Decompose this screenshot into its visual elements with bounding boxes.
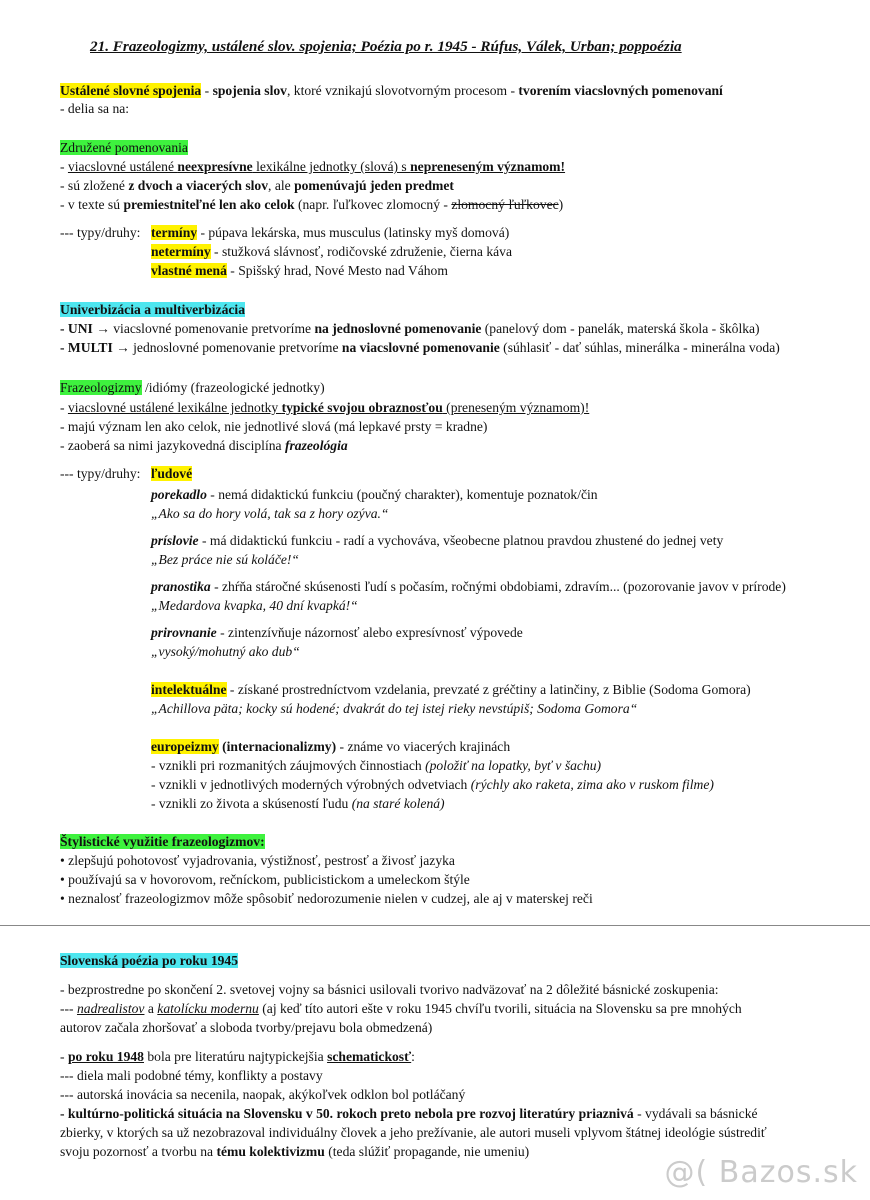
- text-line: svoju pozornosť a tvorbu na tému kolektivizmu (teda slúžiť propagande, nie umeniu): [60, 1144, 530, 1159]
- type-item-non-terms: netermíny - stužková slávnosť, rodičovské združenie, čierna káva: [151, 244, 513, 259]
- example-quote: „Achillova päta; kocky sú hodené; dvakrát do tej istej rieky nevstúpiš; Sodoma Gomora“: [151, 701, 638, 716]
- type-europeisms: europeizmy (internacionalizmy) - známe vo viacerých krajinách: [151, 739, 511, 754]
- page-title: 21. Frazeologizmy, ustálené slov. spojenia; Poézia po r. 1945 - Rúfus, Válek, Urban; poppoézia: [90, 38, 682, 55]
- example-quote: „Bez práce nie sú koláče!“: [151, 552, 299, 567]
- example-quote: „vysoký/mohutný ako dub“: [151, 644, 300, 659]
- watermark: @( Bazos.sk: [664, 1155, 858, 1190]
- text-line: - delia sa na:: [60, 101, 130, 116]
- text-line: - viacslovné ustálené neexpresívne lexikálne jednotky (slová) s nepreneseným významom!: [60, 159, 566, 174]
- text-line: - vznikli v jednotlivých moderných výrobných odvetviach (rýchly ako raketa, zima ako v ruskom filme): [151, 777, 714, 792]
- text-line: - zaoberá sa nimi jazykovedná disciplína frazeológia: [60, 438, 348, 453]
- set-phrases-definition: Ustálené slovné spojenia - spojenia slov, ktoré vznikajú slovotvorným procesom - tvorením viacslovných pomenovaní: [60, 83, 723, 98]
- text-line: --- diela mali podobné témy, konflikty a postavy: [60, 1068, 323, 1083]
- bullet-item: • neznalosť frazeologizmov môže spôsobiť nedorozumenie nielen v cudzej, ale aj v materskej reči: [60, 891, 593, 906]
- section-heading-univerbization: Univerbizácia a multiverbizácia: [60, 302, 245, 317]
- text-line: - sú zložené z dvoch a viacerých slov, ale pomenúvajú jeden predmet: [60, 178, 454, 193]
- folk-simile: prirovnanie - zintenzívňuje názornosť alebo expresívnosť výpovede: [151, 625, 523, 640]
- text-line: zbierky, v ktorých sa už nezobrazoval individuálny človek a jeho prežívanie, ale autori museli vplyvom štátnej ideológie sústrediť: [60, 1125, 767, 1140]
- section-heading-set-phrases: Ustálené slovné spojenia: [60, 83, 202, 98]
- bullet-item: • zlepšujú pohotovosť vyjadrovania, výstižnosť, pestrosť a živosť jazyka: [60, 853, 455, 868]
- section-divider: [0, 925, 870, 926]
- text-line: --- nadrealistov a katolícku modernu (aj keď títo autori ešte v roku 1945 chvíľu tvorili, situácia na Slovensku sa pre mnohých: [60, 1001, 742, 1016]
- folk-saying: porekadlo - nemá didaktickú funkciu (poučný charakter), komentuje poznatok/čin: [151, 487, 598, 502]
- text-line: --- autorská inovácia sa necenila, naopak, akýkoľvek odklon bol potláčaný: [60, 1087, 466, 1102]
- type-folk: ľudové: [151, 466, 193, 481]
- section-heading-stylistic-use: Štylistické využitie frazeologizmov:: [60, 834, 265, 849]
- bullet-item: • používajú sa v hovorovom, rečníckom, publicistickom a umeleckom štýle: [60, 872, 470, 887]
- section-heading-phraseologisms: Frazeologizmy /idiómy (frazeologické jednotky): [60, 380, 325, 395]
- type-item-proper-names: vlastné mená - Spišský hrad, Nové Mesto nad Váhom: [151, 263, 448, 278]
- example-quote: „Medardova kvapka, 40 dní kvapká!“: [151, 598, 358, 613]
- text-line: - viacslovné ustálené lexikálne jednotky typické svojou obraznosťou (preneseným významom)!: [60, 400, 590, 415]
- text-line: - bezprostredne po skončení 2. svetovej vojny sa básnici usilovali tvorivo nadväzovať na 2 dôležité básnické zoskupenia:: [60, 982, 719, 997]
- text-line: - majú význam len ako celok, nie jednotlivé slová (má lepkavé prsty = kradne): [60, 419, 488, 434]
- text-line: - UNI → viacslovné pomenovanie pretvoríme na jednoslovné pomenovanie (panelový dom - panelák, materská škola - škôlka): [60, 321, 760, 336]
- section-heading-slovak-poetry: Slovenská poézia po roku 1945: [60, 953, 239, 968]
- folk-weather-lore: pranostika - zhŕňa stáročné skúsenosti ľudí s počasím, ročnými obdobiami, zdravím... (pozorovanie javov v prírode): [151, 579, 786, 594]
- type-intellectual: intelektuálne - získané prostredníctvom vzdelania, prevzaté z gréčtiny a latinčiny, z Biblie (Sodoma Gomora): [151, 682, 751, 697]
- text-line: autorov začala zhoršovať a sloboda tvorby/prejavu bola obmedzená): [60, 1020, 433, 1035]
- text-line: - vznikli pri rozmanitých záujmových činnostiach (položiť na lopatky, byť v šachu): [151, 758, 602, 773]
- types-label: --- typy/druhy:: [60, 466, 141, 481]
- text-line: - po roku 1948 bola pre literatúru najtypickejšia schematickosť:: [60, 1049, 415, 1064]
- text-line: - kultúrno-politická situácia na Slovensku v 50. rokoch preto nebola pre rozvoj literatúry priaznivá - vydávali sa básnické: [60, 1106, 758, 1121]
- text-line: - MULTI → jednoslovné pomenovanie pretvoríme na viacslovné pomenovanie (súhlasiť - dať súhlas, minerálka - minerálna voda): [60, 340, 780, 355]
- folk-proverb: príslovie - má didaktickú funkciu - radí a vychováva, všeobecne platnou pravdou zhustené do jednej vety: [151, 533, 724, 548]
- types-label: --- typy/druhy:: [60, 225, 141, 240]
- section-heading-compound-names: Združené pomenovania: [60, 140, 188, 155]
- text-line: - vznikli zo života a skúseností ľudu (na staré kolená): [151, 796, 445, 811]
- example-quote: „Ako sa do hory volá, tak sa z hory ozýva.“: [151, 506, 389, 521]
- text-line: - v texte sú premiestniteľné len ako celok (napr. ľuľkovec zlomocný - zlomocný ľuľkovec): [60, 197, 564, 212]
- type-item-terms: termíny - púpava lekárska, mus musculus (latinsky myš domová): [151, 225, 510, 240]
